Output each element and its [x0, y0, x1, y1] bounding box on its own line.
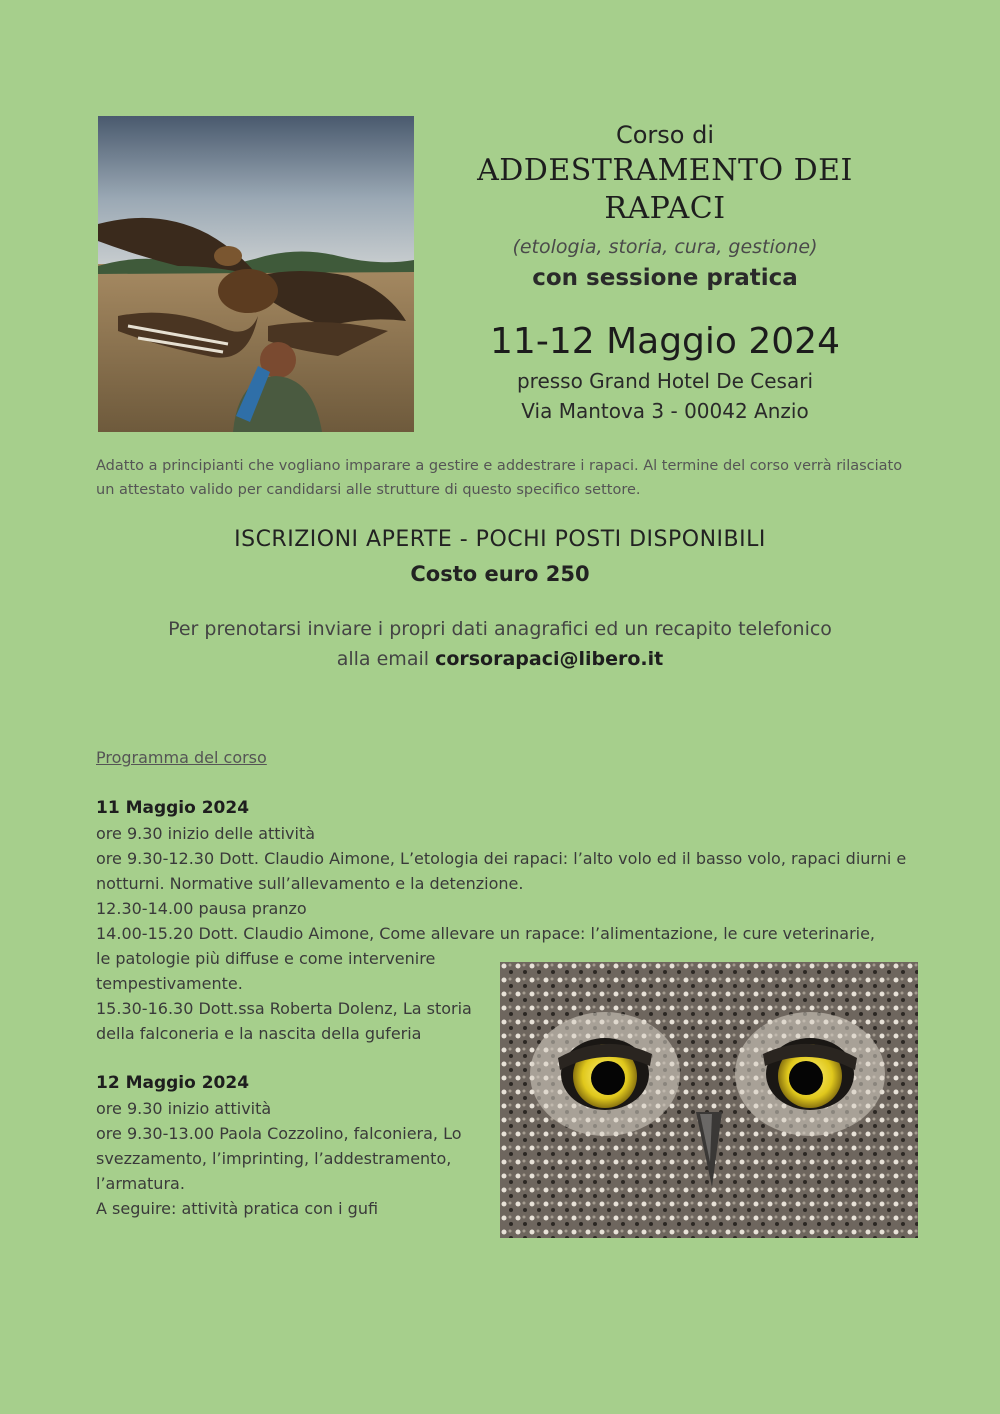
registration-open: ISCRIZIONI APERTE - POCHI POSTI DISPONIBILI	[234, 527, 766, 552]
booking-line2	[0, 644, 1000, 674]
day1-item: 14.00-15.20 Dott. Claudio Aimone, Come allevare un rapace: l’alimentazione, le cure veterinarie,	[96, 924, 876, 943]
intro-text: Adatto a principianti che vogliano imparare a gestire e addestrare i rapaci. Al termine del corso verrà rilasciato un attestato valido per candidarsi alle strutture di questo specifico settore.	[96, 458, 903, 498]
course-title-line2: RAPACI	[604, 191, 726, 226]
day2-item: ore 9.30-13.00 Paola Cozzolino, falconiera, Lo svezzamento, l’imprinting, l’addestramento, l’armatura.	[96, 1124, 462, 1193]
day1-item: ore 9.30-12.30 Dott. Claudio Aimone, L’etologia dei rapaci: l’alto volo ed il basso volo, rapaci diurni e notturni. Normative sull’allevamento e la detenzione.	[96, 849, 907, 893]
course-address: Via Mantova 3 - 00042 Anzio	[521, 399, 809, 423]
booking-line1: Per prenotarsi inviare i propri dati anagrafici ed un recapito telefonico	[168, 618, 832, 640]
booking-info	[0, 614, 1000, 674]
course-topics: (etologia, storia, cura, gestione)	[512, 236, 818, 258]
owl-photo	[500, 962, 918, 1238]
booking-email-link[interactable]: corsorapaci@libero.it	[435, 648, 664, 670]
day1-title: 11 Maggio 2024	[96, 798, 250, 818]
course-header	[440, 118, 890, 426]
course-cost: Costo euro 250	[410, 562, 590, 586]
course-title-line1: ADDESTRAMENTO DEI	[477, 153, 853, 188]
booking-email-prefix: alla email	[336, 648, 436, 670]
day1-item: 12.30-14.00 pausa pranzo	[96, 899, 307, 918]
day2-item: A seguire: attività pratica con i gufi	[96, 1199, 379, 1218]
day2-title: 12 Maggio 2024	[96, 1073, 250, 1093]
practical-session: con sessione pratica	[532, 265, 798, 291]
course-intro-label: Corso di	[615, 121, 715, 149]
day1-item: le patologie più diffuse e come intervenire tempestivamente.	[96, 949, 436, 993]
course-venue: presso Grand Hotel De Cesari	[516, 369, 814, 393]
eagle-photo	[98, 116, 414, 432]
course-dates: 11-12 Maggio 2024	[490, 321, 840, 362]
day2-item: ore 9.30 inizio attività	[96, 1099, 272, 1118]
day1-item: 15.30-16.30 Dott.ssa Roberta Dolenz, La storia della falconeria e la nascita della guferia	[96, 999, 472, 1043]
day1-item: ore 9.30 inizio delle attività	[96, 824, 316, 843]
program-heading: Programma del corso	[96, 748, 267, 767]
